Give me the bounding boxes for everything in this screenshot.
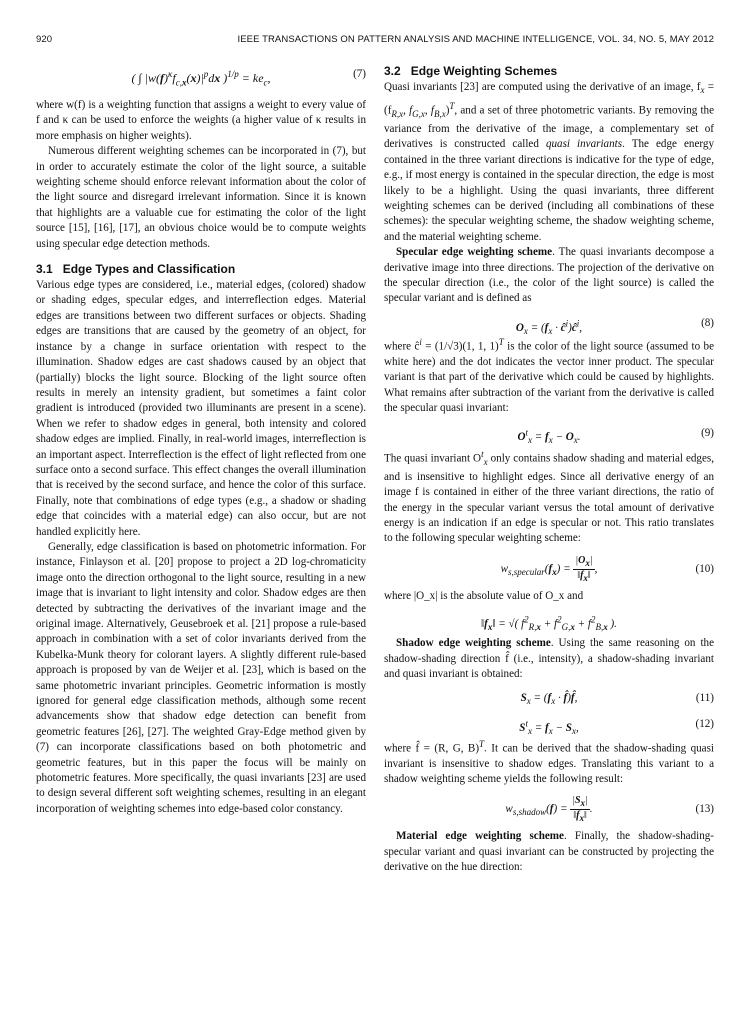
paragraph: Various edge types are considered, i.e., material edges, (colored) shadow or shading edges, specular edges, and interreflection edges. Material edges are transitions between two different surfaces or objects. Shading edges are transitions that are caused by the geometry of an object, for instance by a change in surface orientation with respect to the illumination. Shadow edges are cast shadows caused by an object that (partially) blocks the light source. Blocking of the light source often results in merely an intensity gradient, but sometimes a faint color gradient is introduced (provided two illuminants are present in a scene). When we refer to shadow edges in general, both intensity and colored shadow edges are implied. Finally, in real-world images, interreflection is an important aspect. Interreflection is the effect of light reflected from one surface onto a second surface. This effect changes the overall illumination that is received by the second surface, and hence the color of this surface. Finally, note that combinations of edge types (e.g., a shadow or shading edge that coincides with a material edge) can also occur, but are not handled explicitly here. <box>36 279 367 538</box>
equation-number: (7) <box>353 68 366 80</box>
equation-9: $O^t_x = f_x - O_x$. (9) <box>384 419 714 447</box>
equation-norm: $‖f_x‖$ = √( $f^2_{R,x} + f^2_{G,x} + f^2_{B,x}$ ). <box>481 614 617 633</box>
equation-number: (8) <box>701 316 714 329</box>
equation-number: (13) <box>695 803 714 816</box>
equation-12: $S^t_x = f_x - S_x$, (12) <box>384 711 714 737</box>
paragraph: Generally, edge classification is based on photometric information. For instance, Finlayson et al. [20] propose to project a 2D log-chromaticity image onto the direction orthogonal to the light source, resulting in a new image that is invariant to light intensity and color. Shadow edges are then detected by subtracting the derivatives of the invariant image and the original image. Alternatively, Geusebroek et al. [21] propose a rule-based approach in combination with a set of color invariants derived from the Kubelka-Munk theory for colorant layers. A slightly different rule-based approach is proposed by van de Weijer et al. [23], which is based on the same photometric invariant principles. Geometric information is mostly ignored for general edge classification methods, although some recent advancements show that shadow edge detection can benefit from geometric features [26], [27]. The weighted Gray-Edge method given by (7) can incorporate classifications based on both photometric and geometric features, but in this paper the focus will be mainly on photometric features. More specifically, the quasi invariants [23] are used to design several different soft weighting schemes, resulting in an elegant incorporation of weighting schemes into edge-based color constancy. <box>36 540 366 815</box>
paragraph: Material edge weighting scheme. Finally, the shadow-shading-specular variant and quasi invariant can be constructed by projecting the derivative on the hue direction: <box>384 830 714 874</box>
equation-11: $S_x = (f_x$ · f̂)f̂, (11) <box>384 685 714 711</box>
page-header <box>36 34 714 48</box>
paragraph: The quasi invariant $O^t_x$ only contains shadow shading and material edges, and is insensitive to highlight edges. Since all derivative energy of an image f is contained in either of the three variant directions, the ratio of the energy in the specular variant versus the total amount of derivative energy is an indication if an edge is specular or not. This ratio translates to the following specular weighting scheme: <box>384 448 714 545</box>
paragraph: Specular edge weighting scheme. The quasi invariants decompose a derivative image into three directions. The projection of the derivative on the specular direction (i.e., the color of the light source) is called the specular variant and is defined as <box>384 246 714 305</box>
equation-7: ( ∫ $|w(f)^\kappa f_{c,x}(x)|^pdx$ )$^{1/p} = ke_c$, (7) <box>36 62 366 92</box>
paragraph: where w(f) is a weighting function that assigns a weight to every value of f and κ can be used to enforce the weights (a higher value of κ results in more emphasis on higher weights). <box>36 99 366 142</box>
section-heading-3-2: 3.2 Edge Weighting Schemes <box>384 64 558 78</box>
paragraph: Quasi invariants [23] are computed using the derivative of an image, $f_x = (f_{R,x}$, $f_{G,x}$, $f_{B,x})^T$, and a set of three photometric variants. By removing the variance from the derivative of the image, a complementary set of derivatives is constructed called quasi invariants. The edge energy contained in the three variant directions is indicative for the type of edge, e.g., if most energy is contained in the specular direction, the edge is most likely to be a highlight. Using the quasi invariants, three different weighting schemes can be derived (including all combinations of these schemes): the specular weighting scheme, the shadow weighting scheme, and the material weighting scheme. <box>384 81 715 243</box>
left-column <box>36 62 366 817</box>
equation-number: (10) <box>695 562 714 575</box>
paragraph: Numerous different weighting schemes can be incorporated in (7), but in order to accurately estimate the color of the light source, a suitable weighting scheme should enforce relevant information about the color of the light source and disregard irrelevant information. Since it is known that highlights are a valuable cue for estimating the color of the light source [15], [16], [17], an obvious choice would be to compute weights using specular edge detection methods. <box>36 145 366 250</box>
equation-number: (9) <box>701 426 714 439</box>
equation-number: (11) <box>695 691 714 704</box>
equation-number: (12) <box>695 717 714 730</box>
paragraph: Shadow edge weighting scheme. Using the same reasoning on the shadow-shading direction f̂ (i.e., intensity), a shadow-shading invariant and quasi invariant is obtained: <box>384 637 715 681</box>
equation-10: $w_{s,specular}(f_x)$ = $\frac{|O_x|}{‖f_x‖}$ , (10) <box>384 549 714 589</box>
right-column <box>384 62 714 876</box>
equation-8: $O_x = (f_x$ · $ĉ^i)ĉ^i$, (8) <box>384 311 714 335</box>
paragraph: where f̂ = (R, G, B)$^T$. It can be derived that the shadow-shading quasi invariant is insensitive to shadow edges. Translating this variant to a shadow weighting scheme yields the following result: <box>384 738 714 785</box>
paragraph: where $ĉ^i = (1/√3)(1$, 1, 1)$^T$ is the color of the light source (assumed to be white here) and the dot indicates the vector inner product. The specular variant is that part of the derivative which could be caused by highlights. What remains after subtraction of the variant from the derivative is called the specular quasi invariant: <box>384 336 714 415</box>
page-number: 920 <box>36 34 53 45</box>
journal-running-head: IEEE TRANSACTIONS ON PATTERN ANALYSIS AND MACHINE INTELLIGENCE, VOL. 34, NO. 5, MAY 2012 <box>237 34 714 45</box>
equation-13: $w_{s,shadow}(f)$ = $\frac{|S_x|}{‖f_x‖}$ . (13) <box>384 789 714 829</box>
paragraph: where |O_x| is the absolute value of O_x and <box>384 589 584 602</box>
section-heading-3-1: 3.1 Edge Types and Classification <box>36 262 236 277</box>
